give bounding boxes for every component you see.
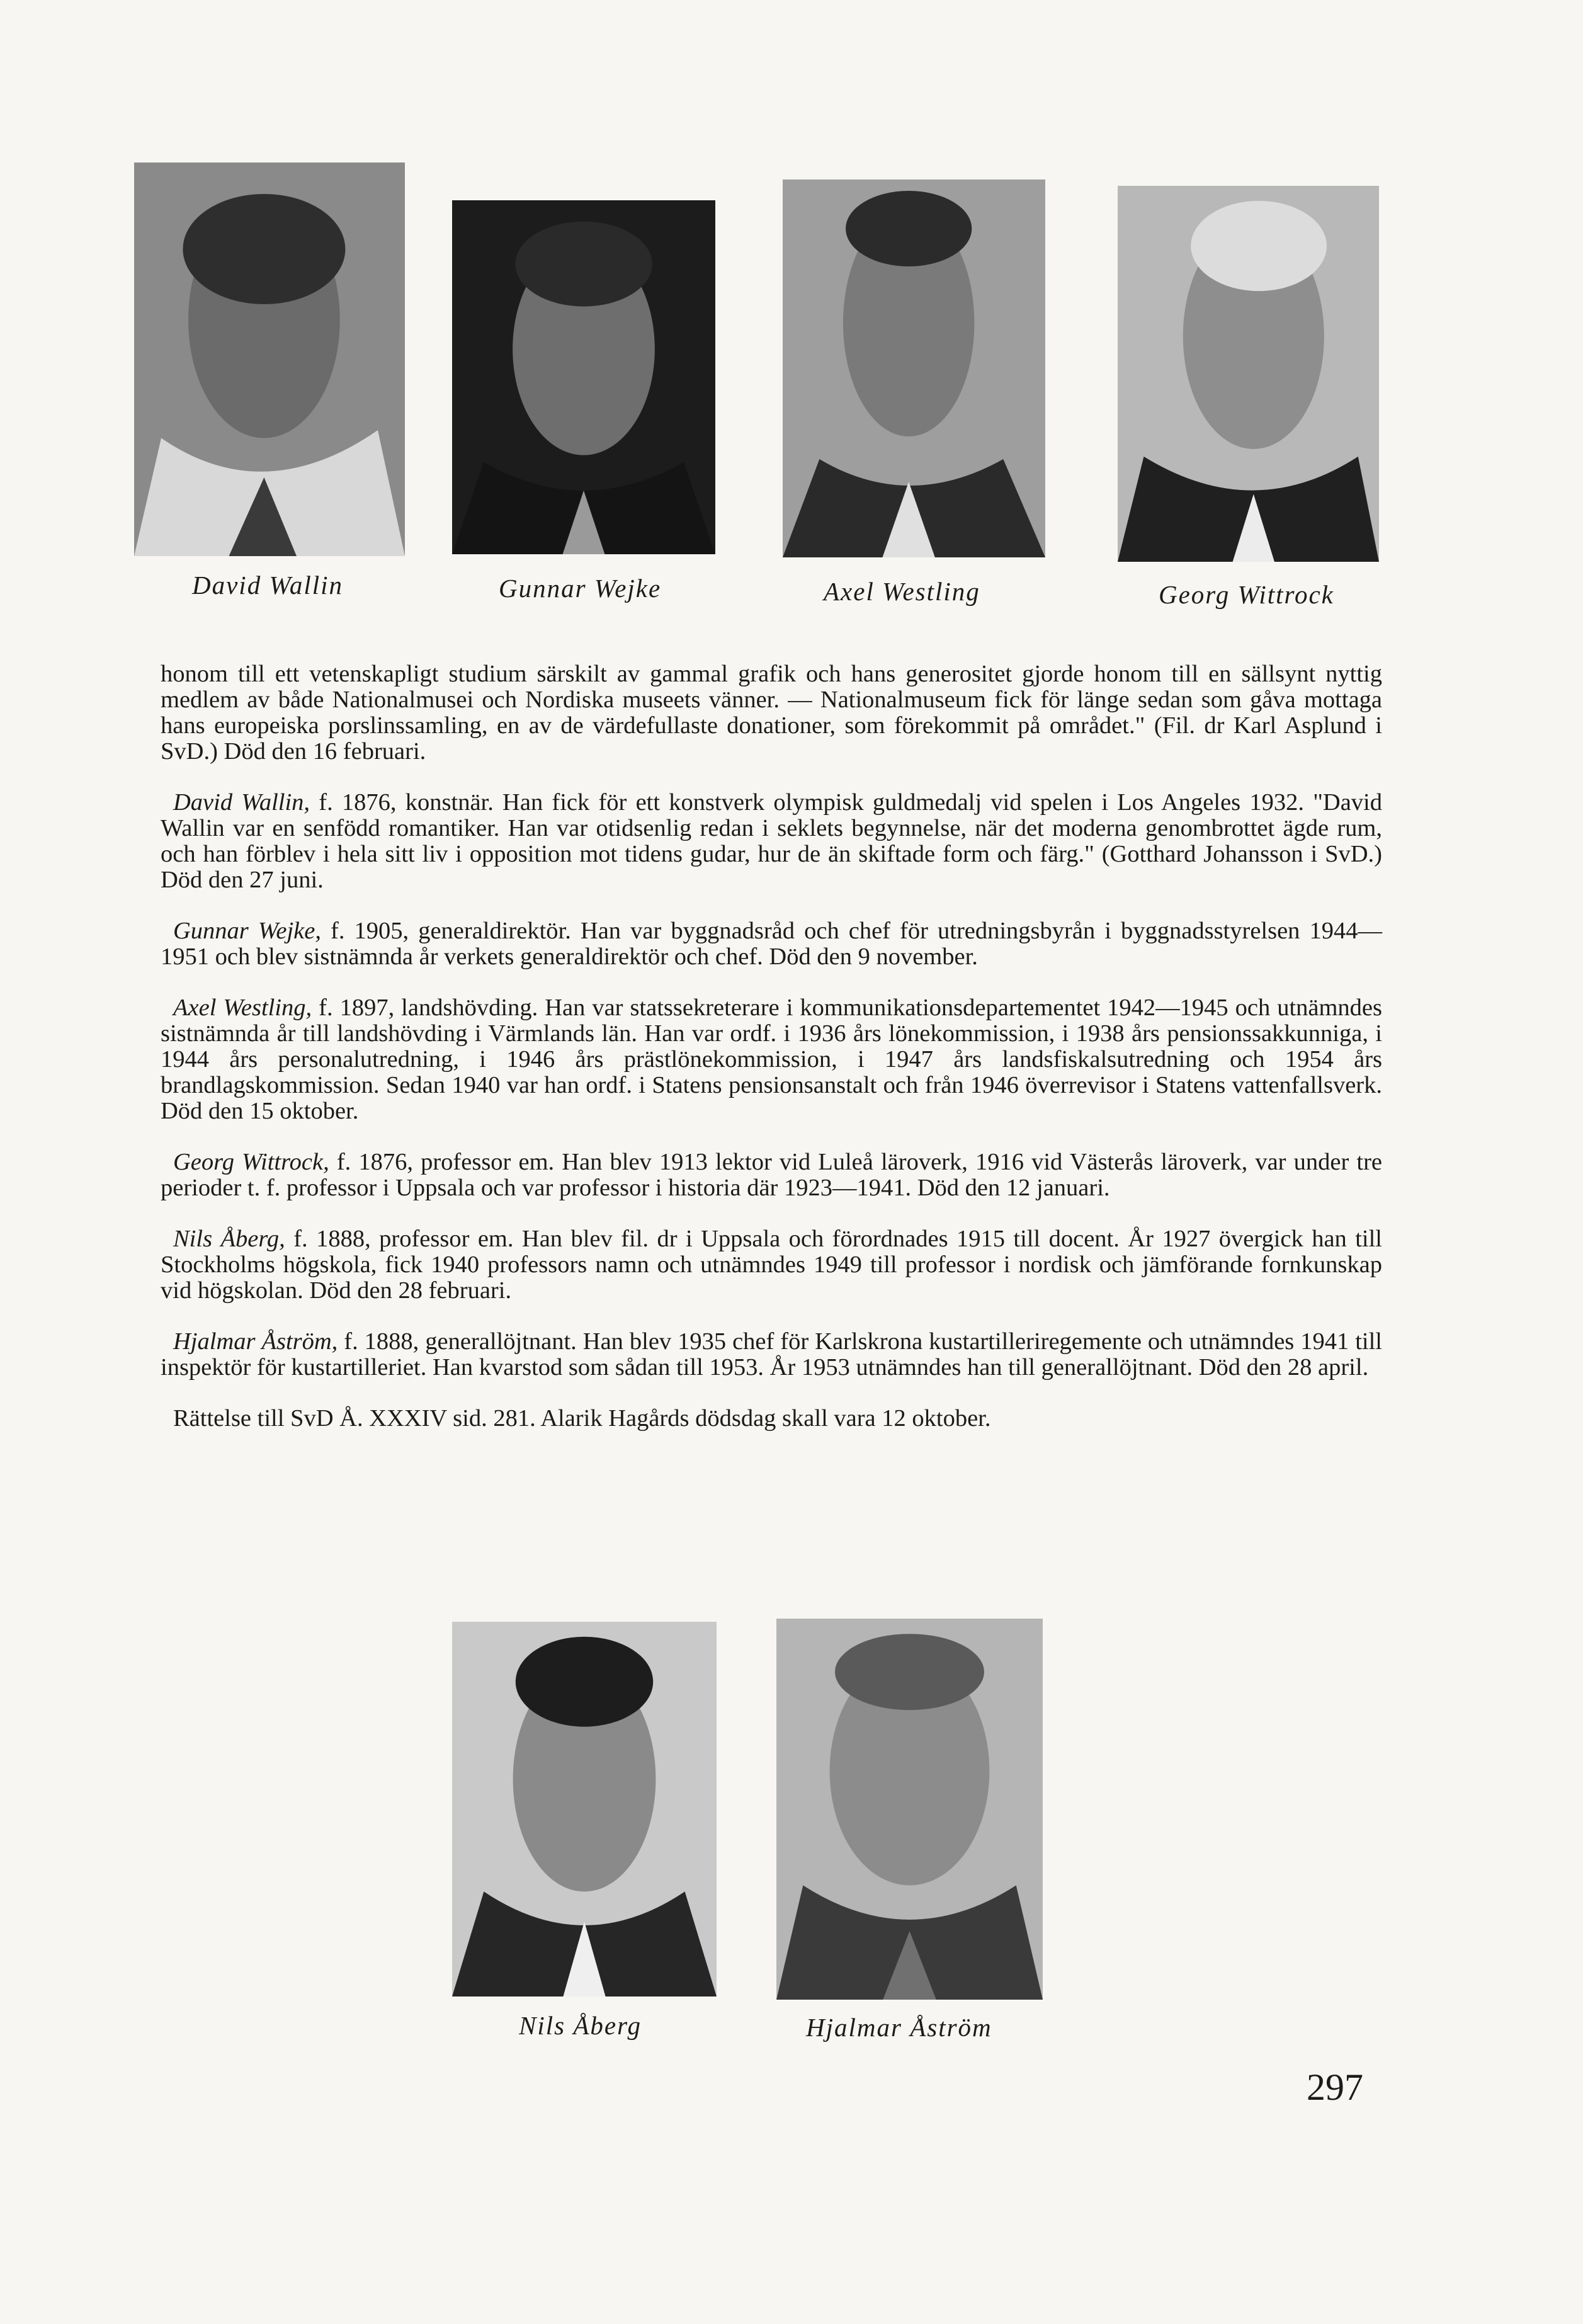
portrait-gunnar-wejke <box>452 200 715 554</box>
caption-gunnar-wejke: Gunnar Wejke <box>499 574 662 603</box>
entry-axel-westling <box>161 995 1382 1124</box>
intro-paragraph: honom till ett vetenskapligt studium särskilt av gammal grafik och hans generositet gjorde honom till en sällsynt nyttig medlem av både Nationalmusei och Nordiska museets vänner. — Nationalmuseum fick för länge sedan som gåva mottaga hans europeiska porslinssamling, en av de värdefullaste donationer, som förekommit på området." (Fil. dr Karl Asplund i SvD.) Död den 16 februari. <box>161 661 1382 765</box>
entry-gunnar-wejke <box>161 918 1382 970</box>
portrait-david-wallin <box>134 162 405 556</box>
caption-axel-westling: Axel Westling <box>824 577 980 606</box>
caption-david-wallin: David Wallin <box>192 571 344 600</box>
entry-name: Nils Åberg, <box>173 1226 285 1252</box>
entry-name: Georg Wittrock, <box>173 1149 329 1175</box>
entry-text: f. 1888, professor em. Han blev fil. dr i Uppsala och förordnades 1915 till docent. År 1927 övergick han till Stockholms högskola, fick 1940 professors namn och utnämndes 1949 till professor i nordisk och jämförande fornkunskap vid högskolan. Död den 28 februari. <box>161 1226 1383 1304</box>
entry-name: David Wallin, <box>173 789 310 816</box>
correction-note: Rättelse till SvD Å. XXXIV sid. 281. Alarik Hagårds dödsdag skall vara 12 oktober. <box>173 1405 991 1432</box>
caption-hjalmar-astrom: Hjalmar Åström <box>806 2013 992 2042</box>
portrait-axel-westling <box>783 179 1045 557</box>
entry-text: f. 1876, professor em. Han blev 1913 lektor vid Luleå läroverk, 1916 vid Västerås läroverk, var under tre perioder t. f. professor i Uppsala och var professor i historia där 1923—1941. Död den 12 januari. <box>161 1149 1382 1201</box>
portrait-georg-wittrock <box>1118 186 1379 562</box>
entry-georg-wittrock <box>161 1149 1382 1201</box>
caption-georg-wittrock: Georg Wittrock <box>1159 580 1334 609</box>
entry-text: f. 1888, generallöjtnant. Han blev 1935 chef för Karlskrona kustartilleriregemente och utnämndes 1941 till inspektör för kustartilleriet. Han kvarstod som sådan till 1953. År 1953 utnämndes han till generallöjtnant. Död den 28 april. <box>161 1328 1382 1381</box>
entry-hjalmar-astrom <box>161 1329 1382 1381</box>
entry-name: Gunnar Wejke, <box>173 918 321 944</box>
portrait-hjalmar-astrom <box>776 1619 1043 2000</box>
entry-text: f. 1876, konstnär. Han fick för ett konstverk olympisk guldmedalj vid spelen i Los Angeles 1932. "David Wallin var en senfödd romantiker. Han var otidsenlig redan i seklets begynnelse, när det moderna genombrottet ägde rum, och han förblev i hela sitt liv i opposition mot tidens gudar, hur de än skiftade form och färg." (Gotthard Johansson i SvD.) Död den 27 juni. <box>161 789 1382 893</box>
entry-name: Hjalmar Åström, <box>173 1328 338 1355</box>
entry-name: Axel Westling, <box>173 994 312 1021</box>
entry-david-wallin <box>161 790 1382 893</box>
entry-nils-aberg <box>161 1226 1382 1304</box>
portrait-nils-aberg <box>452 1622 717 1996</box>
entry-text: f. 1897, landshövding. Han var statssekreterare i kommunikationsdepartementet 1942—1945 och utnämndes sistnämnda år till landshövding i Värmlands län. Han var ordf. i 1936 års lönekommission, i 1938 års pensionssakkunniga, i 1944 års personalutredning, i 1946 års prästlönekommission, i 1947 års landsfiskalsutredning och 1954 års brandlagskommission. Sedan 1940 var han ordf. i Statens pensionsanstalt och från 1946 överrevisor i Statens vattenfallsverk. Död den 15 oktober. <box>161 994 1382 1124</box>
caption-nils-aberg: Nils Åberg <box>519 2011 642 2040</box>
page-number: 297 <box>1307 2066 1363 2108</box>
article-text <box>161 661 1382 1432</box>
entry-text: f. 1905, generaldirektör. Han var byggnadsråd och chef för utredningsbyrån i byggnadsstyrelsen 1944—1951 och blev sistnämnda år verkets generaldirektör och chef. Död den 9 november. <box>161 918 1382 970</box>
